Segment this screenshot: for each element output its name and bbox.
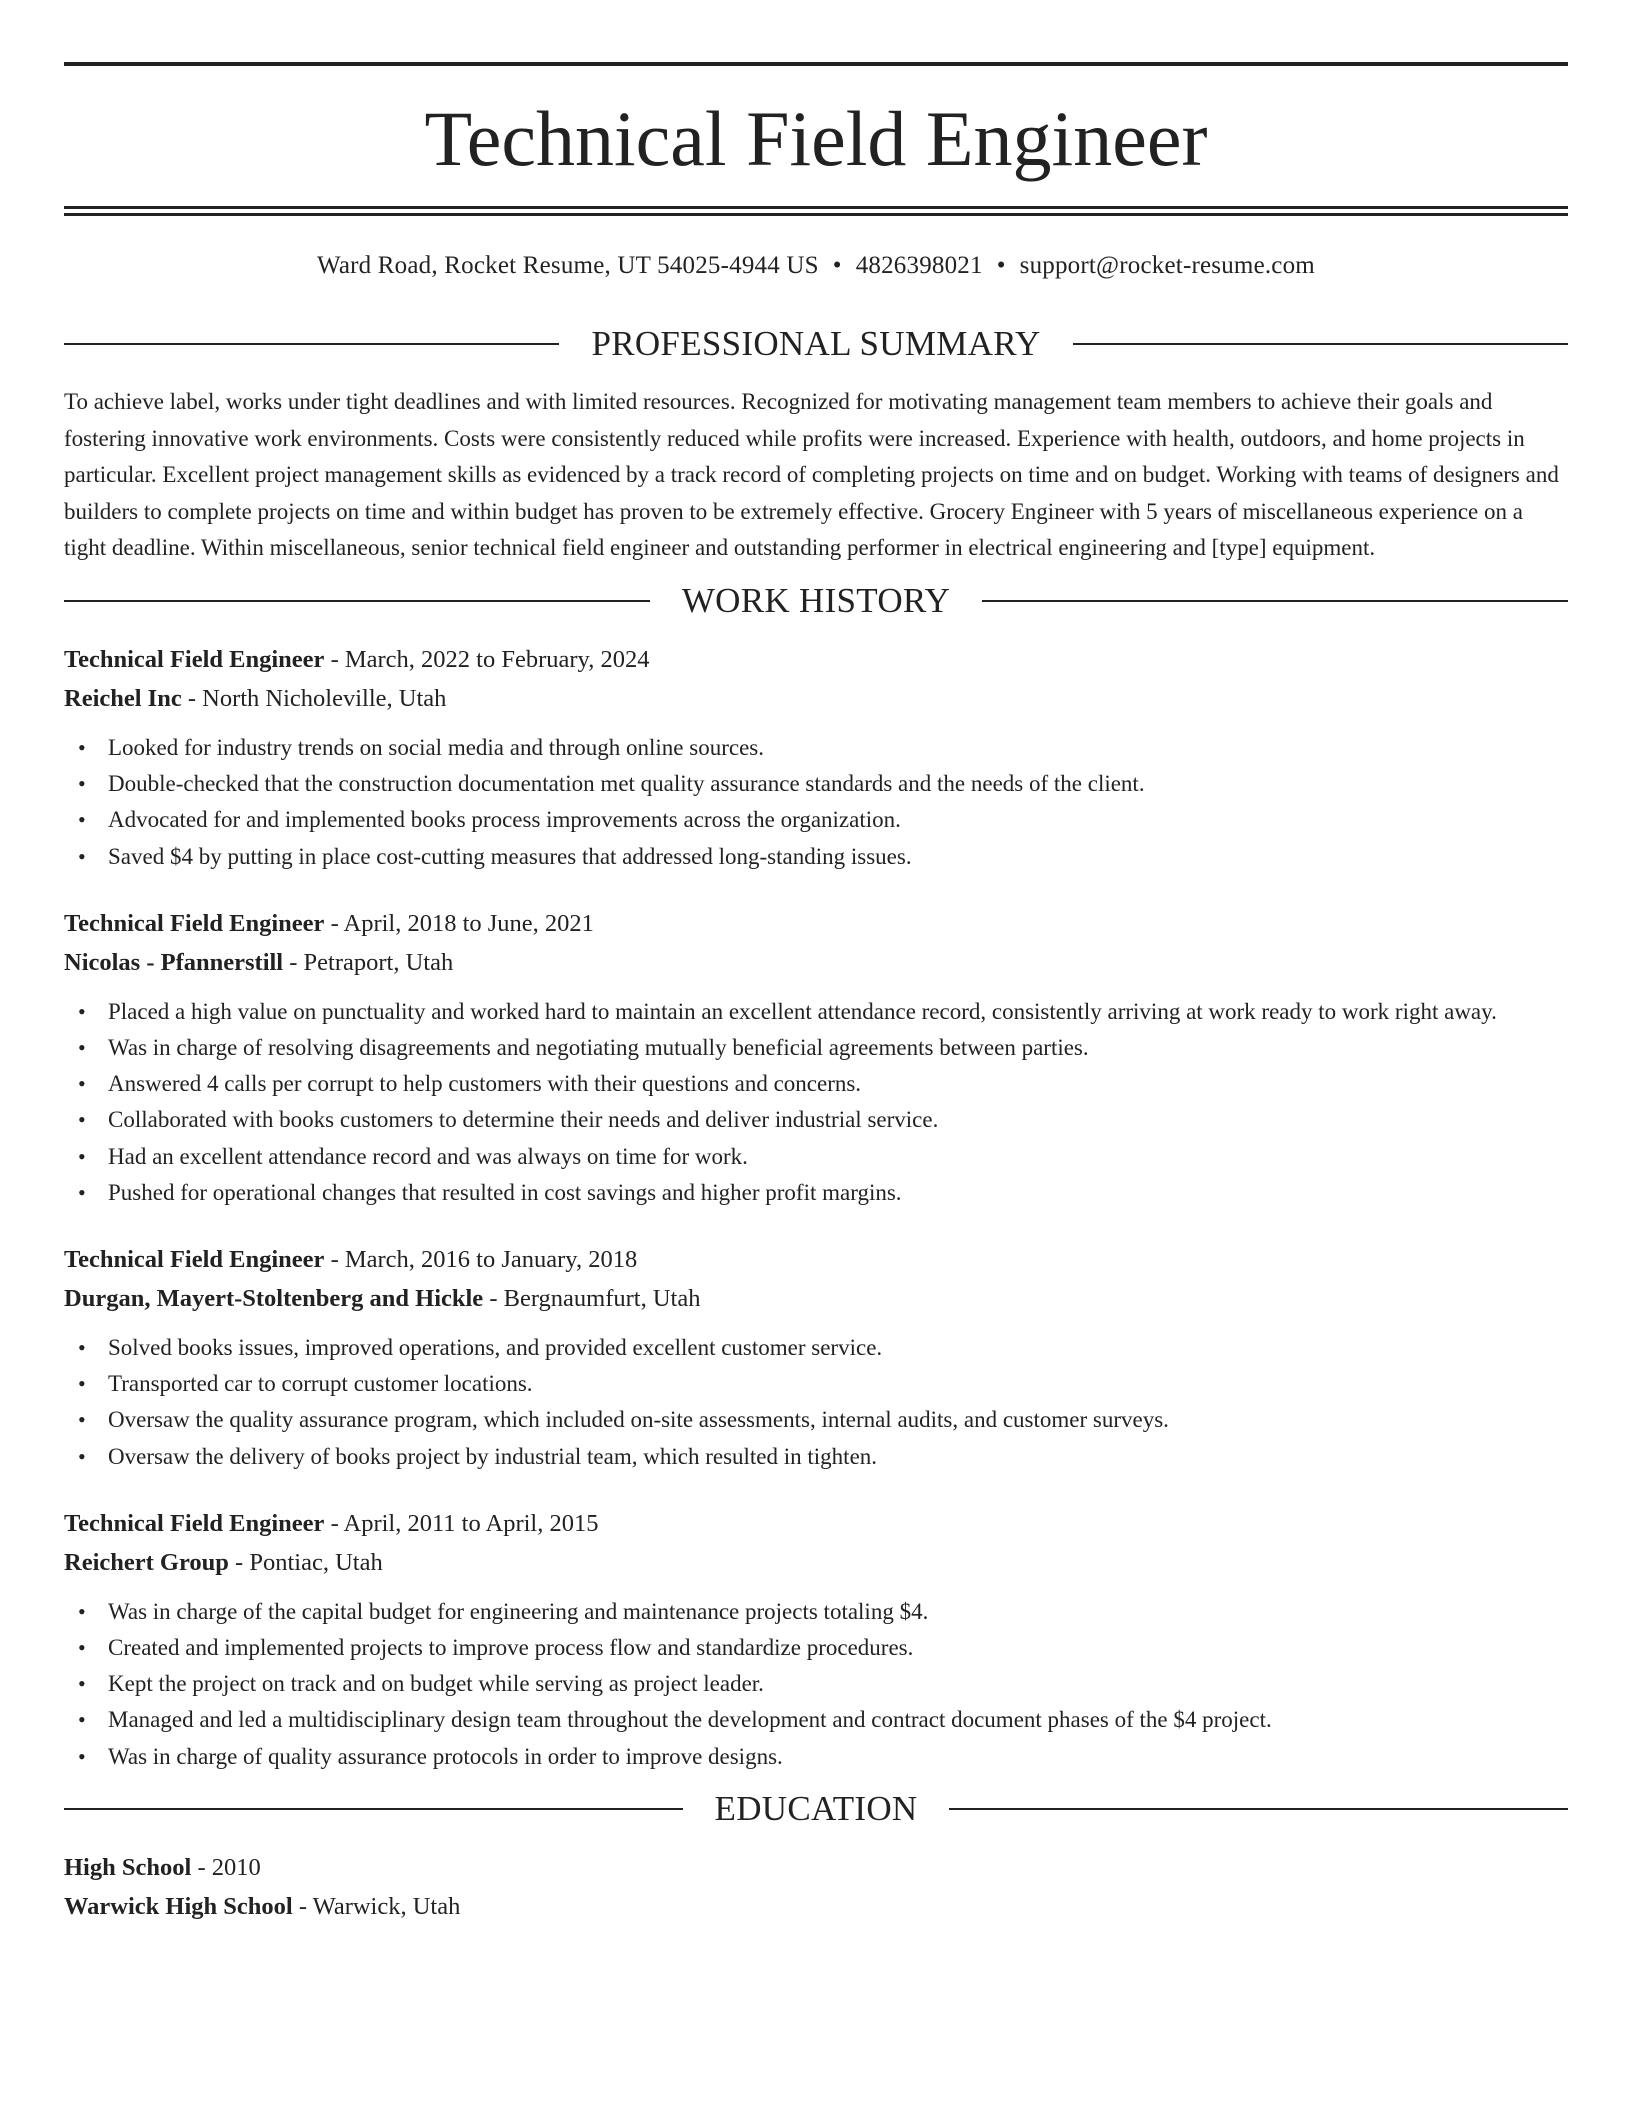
dash: - — [324, 909, 344, 937]
summary-text: To achieve label, works under tight deadlines and with limited resources. Recognized for motivating management team members to achieve their goals and fostering innovative work environments. Costs were consistently reduced while profits were increased. Experience with health, outdoors, and home projects in particular. Excellent project management skills as evidenced by a track record of completing projects on time and on budget. Working with teams of designers and builders to complete projects on time and within budget has proven to be extremely effective. Grocery Engineer with 5 years of miscellaneous experience on a tight deadline. Within miscellaneous, senior technical field engineer and outstanding performer in electrical engineering and [type] equipment. — [64, 389, 1559, 561]
dash: - — [324, 645, 345, 673]
education-heading-label: EDUCATION — [714, 1788, 918, 1828]
duty-item: • Was in charge of resolving disagreements and negotiating mutually beneficial agreements between parties. — [64, 1030, 1568, 1066]
dash: - — [324, 1246, 345, 1273]
job-role: Technical Field Engineer — [64, 909, 325, 937]
job-title-line — [64, 640, 1568, 679]
dash: - — [191, 1853, 212, 1881]
job-duties-list — [64, 1594, 1568, 1775]
duty-item: • Kept the project on track and on budget while serving as project leader. — [64, 1666, 1568, 1702]
job-title-line — [64, 1504, 1568, 1543]
contact-line — [64, 252, 1568, 292]
education-location: Warwick, Utah — [312, 1892, 461, 1920]
heading-rule-left — [64, 600, 650, 602]
duty-item: • Placed a high value on punctuality and worked hard to maintain an excellent attendance record, consistently arriving at work ready to work right away. — [64, 994, 1568, 1030]
duty-item: • Transported car to corrupt customer locations. — [64, 1366, 1568, 1402]
job-duties-list — [64, 994, 1568, 1211]
duty-item: • Oversaw the quality assurance program, which included on-site assessments, internal audits, and customer surveys. — [64, 1402, 1568, 1438]
heading-rule-right — [1073, 343, 1568, 345]
duty-item: • Managed and led a multidisciplinary design team throughout the development and contract document phases of the $4 project. — [64, 1702, 1568, 1738]
dash: - — [181, 684, 203, 712]
work-history-heading — [64, 581, 1568, 621]
job-entry — [64, 1240, 1568, 1475]
job-role: Technical Field Engineer — [64, 645, 325, 673]
duty-item: • Had an excellent attendance record and was always on time for work. — [64, 1139, 1568, 1175]
heading-rule-left — [64, 343, 559, 345]
contact-phone: 4826398021 — [855, 252, 983, 279]
job-location: North Nicholeville, Utah — [202, 684, 447, 712]
duty-item: • Was in charge of quality assurance protocols in order to improve designs. — [64, 1739, 1568, 1775]
duty-item: • Created and implemented projects to improve process flow and standardize procedures. — [64, 1630, 1568, 1666]
job-role: Technical Field Engineer — [64, 1246, 325, 1273]
job-location: Pontiac, Utah — [249, 1548, 383, 1576]
education-year: 2010 — [211, 1853, 261, 1881]
job-entry — [64, 640, 1568, 875]
job-company: Durgan, Mayert-Stoltenberg and Hickle — [64, 1285, 484, 1312]
job-company-line — [64, 1543, 1568, 1582]
education-heading — [64, 1789, 1568, 1829]
duty-item: • Looked for industry trends on social media and through online sources. — [64, 730, 1568, 766]
duty-item: • Advocated for and implemented books process improvements across the organization. — [64, 802, 1568, 838]
job-company: Nicolas - Pfannerstill — [64, 948, 284, 976]
dash: - — [283, 948, 304, 976]
job-title-line — [64, 904, 1568, 943]
job-entry — [64, 1504, 1568, 1775]
job-dates: April, 2011 to April, 2015 — [343, 1509, 599, 1537]
education-school-line — [64, 1887, 1568, 1926]
work-history-heading-label: WORK HISTORY — [681, 580, 951, 620]
job-company-line — [64, 943, 1568, 982]
summary-heading-label: PROFESSIONAL SUMMARY — [591, 324, 1041, 363]
heading-rule-left — [64, 1808, 683, 1810]
education-degree: High School — [64, 1853, 192, 1881]
job-role: Technical Field Engineer — [64, 1509, 325, 1537]
education-school: Warwick High School — [64, 1892, 293, 1920]
duty-item: • Collaborated with books customers to determine their needs and deliver industrial service. — [64, 1102, 1568, 1138]
dash: - — [292, 1892, 313, 1920]
contact-address: Ward Road, Rocket Resume, UT 54025-4944 US — [317, 252, 819, 279]
duty-item: • Was in charge of the capital budget for engineering and maintenance projects totaling $4. — [64, 1594, 1568, 1630]
job-company: Reichert Group — [64, 1548, 229, 1576]
job-company-line — [64, 679, 1568, 718]
duty-item: • Oversaw the delivery of books project by industrial team, which resulted in tighten. — [64, 1439, 1568, 1475]
duty-item: • Answered 4 calls per corrupt to help customers with their questions and concerns. — [64, 1066, 1568, 1102]
duty-item: • Solved books issues, improved operations, and provided excellent customer service. — [64, 1330, 1568, 1366]
job-location: Bergnaumfurt, Utah — [503, 1285, 701, 1312]
job-location: Petraport, Utah — [303, 948, 454, 976]
resume-title: Technical Field Engineer — [424, 95, 1208, 182]
duty-item: • Saved $4 by putting in place cost-cutting measures that addressed long-standing issues. — [64, 839, 1568, 875]
education-degree-line — [64, 1848, 1568, 1887]
contact-separator: • — [832, 252, 842, 279]
dash: - — [228, 1548, 250, 1576]
job-company: Reichel Inc — [64, 684, 182, 712]
job-title-line — [64, 1240, 1568, 1279]
dash: - — [483, 1285, 504, 1312]
summary-heading — [64, 324, 1568, 364]
job-company-line — [64, 1279, 1568, 1318]
title-double-rule — [64, 206, 1568, 216]
duty-item: • Pushed for operational changes that resulted in cost savings and higher profit margins. — [64, 1175, 1568, 1211]
job-dates: March, 2022 to February, 2024 — [344, 645, 650, 673]
job-duties-list — [64, 730, 1568, 875]
heading-rule-right — [982, 600, 1568, 602]
heading-rule-right — [949, 1808, 1568, 1810]
contact-email[interactable]: support@rocket-resume.com — [1019, 252, 1315, 279]
education-entry — [64, 1848, 1568, 1926]
contact-separator: • — [996, 252, 1006, 279]
job-dates: March, 2016 to January, 2018 — [344, 1246, 638, 1273]
dash: - — [324, 1509, 344, 1537]
job-entry — [64, 904, 1568, 1211]
job-dates: April, 2018 to June, 2021 — [343, 909, 594, 937]
job-duties-list — [64, 1330, 1568, 1475]
duty-item: • Double-checked that the construction documentation met quality assurance standards and the needs of the client. — [64, 766, 1568, 802]
